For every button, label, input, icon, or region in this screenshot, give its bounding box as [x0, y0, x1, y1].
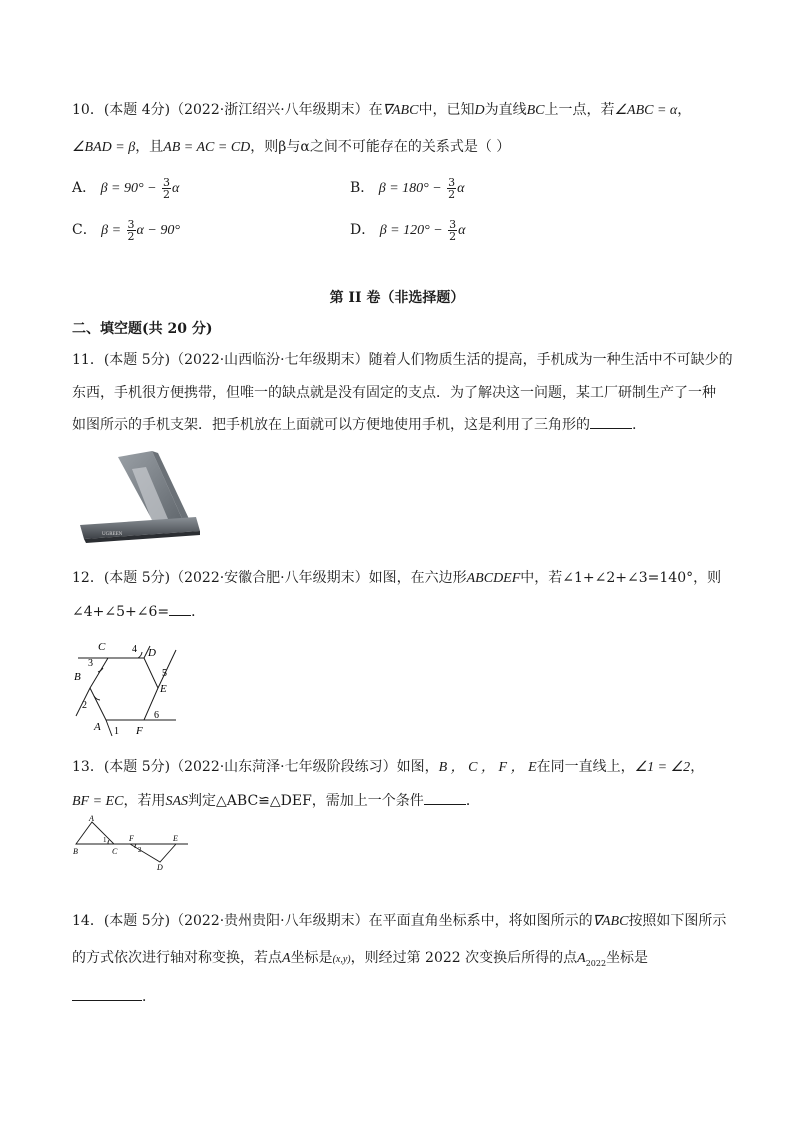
answer-blank[interactable]: [424, 790, 466, 805]
angle-2: 2: [138, 846, 142, 854]
angle-2: 2: [82, 700, 87, 711]
q11-line1: 11．(本题 5分)（2022·山西临汾·七年级期末）随着人们物质生活的提高，手机成为一种生活中不可缺少的: [72, 352, 733, 368]
label-b: B: [74, 671, 81, 683]
q10-line2: ∠BAD = β，且AB = AC = CD，则β与α之间不可能存在的关系式是（ ）: [72, 139, 511, 155]
q10-option-d[interactable]: D． β = 120° − $\frac{3}{2}$ α: [350, 217, 466, 243]
label-c: C: [98, 641, 106, 653]
label-e: E: [173, 834, 178, 843]
fraction: $\frac{3}{2}$: [449, 217, 457, 243]
q14-line2: 的方式依次进行轴对称变换，若点A坐标是(x,y)，则经过第 2022 次变换后所得的点$A_{2022}$坐标是: [72, 950, 649, 968]
q12-line1: 12．(本题 5分)（2022·安徽合肥·八年级期末）如图，在六边形ABCDEF中，若∠1+∠2+∠3=140°，则: [72, 570, 722, 586]
label-d: D: [148, 647, 156, 659]
angle-1: 1: [114, 726, 119, 737]
q14-line3: ．: [72, 986, 156, 1007]
hexagon-figure: [72, 640, 184, 740]
label-d: D: [157, 863, 163, 872]
fraction: $\frac{3}{2}$: [163, 175, 170, 201]
angle-6: 6: [154, 710, 159, 721]
label-a: A: [94, 721, 101, 733]
label-f: F: [136, 725, 143, 737]
label-c: C: [112, 847, 118, 856]
triangles-figure: [72, 812, 192, 872]
answer-blank[interactable]: [590, 414, 632, 429]
q10-number: 10．: [72, 102, 104, 118]
q10-option-b[interactable]: B． β = 180° − $\frac{3}{2}$ α: [350, 175, 465, 201]
q10-line1: 10．(本题 4分)（2022·浙江绍兴·八年级期末）在∇ABC中，已知D为直线BC上一点，若∠ABC = α，: [72, 102, 692, 118]
angle-3: 3: [88, 658, 93, 669]
angle-4: 4: [132, 644, 137, 655]
q13-line1: 13．(本题 5分)（2022·山东菏泽·七年级阶段练习）如图，B ， C ， F ， E在同一直线上，∠1 = ∠2，: [72, 759, 705, 775]
label-b: B: [73, 847, 78, 856]
fraction: $\frac{3}{2}$: [448, 175, 456, 201]
q13-line2: BF = EC，若用SAS判定△ABC≌△DEF，需加上一个条件 ．: [72, 790, 480, 812]
fraction: $\frac{3}{2}$: [127, 217, 135, 243]
q10-option-c[interactable]: C． β = $\frac{3}{2}$ α − 90°: [72, 217, 180, 243]
q14-line1: 14．(本题 5分)（2022·贵州贵阳·八年级期末）在平面直角坐标系中，将如图所示的∇ABC按照如下图所示: [72, 913, 727, 929]
label-a: A: [89, 814, 94, 823]
answer-blank[interactable]: [169, 601, 191, 616]
section-title: 第 II 卷（非选择题）: [329, 290, 465, 306]
section-heading: 二、填空题(共 20 分): [72, 321, 213, 337]
label-f: F: [129, 834, 134, 843]
label-e: E: [160, 683, 167, 695]
q12-line2: ∠4+∠5+∠6= ．: [72, 601, 205, 622]
q11-line3: 如图所示的手机支架．把手机放在上面就可以方便地使用手机，这是利用了三角形的 .: [72, 414, 636, 435]
angle-1: 1: [103, 836, 107, 844]
q11-line2: 东西，手机很方便携带，但唯一的缺点就是没有固定的支点．为了解决这一问题，某工厂研制生产了一种: [72, 385, 716, 401]
angle-5: 5: [162, 668, 167, 679]
brand-logo-text: UGREEN: [102, 532, 123, 537]
q10-option-a[interactable]: A． β = 90° − $\frac{3}{2}$ α: [72, 175, 180, 201]
answer-blank[interactable]: [72, 986, 142, 1001]
phone-stand-image: [72, 445, 202, 545]
